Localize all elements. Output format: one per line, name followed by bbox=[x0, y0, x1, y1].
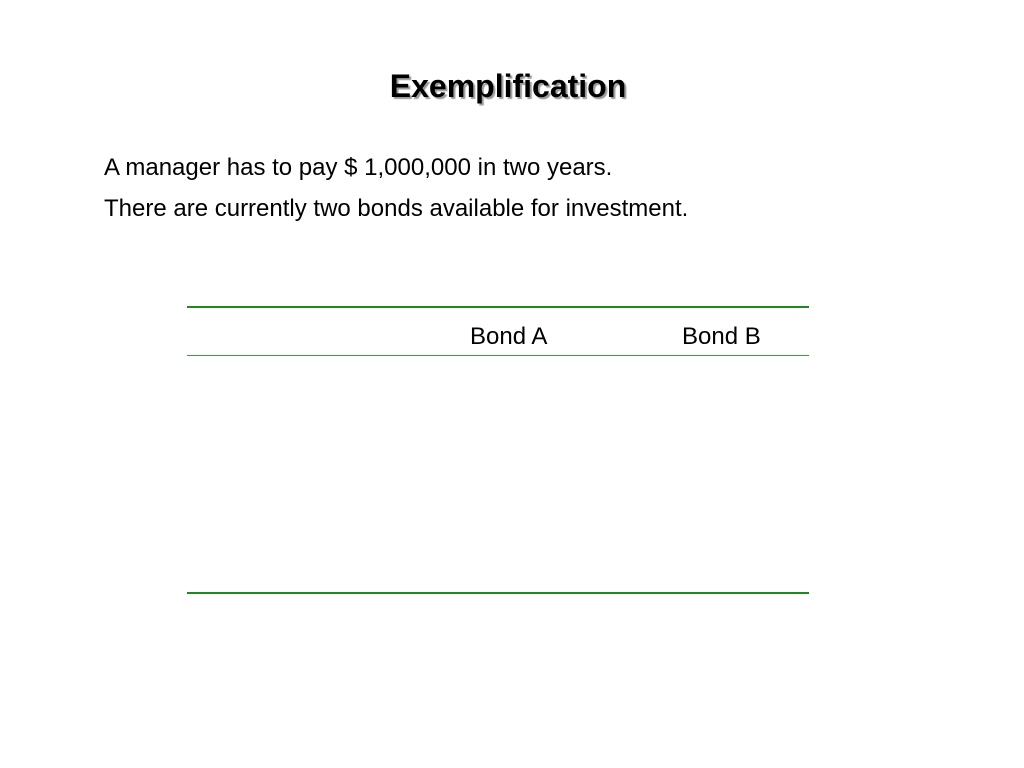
table-top-rule bbox=[187, 306, 809, 308]
body-text-line-2: There are currently two bonds available for investment. bbox=[104, 195, 689, 222]
table-header-rule bbox=[187, 355, 809, 356]
body-text-line-1: A manager has to pay $ 1,000,000 in two years. bbox=[104, 154, 613, 181]
slide-title: Exemplification bbox=[389, 68, 627, 104]
column-header-bond-b: Bond B bbox=[682, 323, 761, 350]
table-bottom-rule bbox=[187, 592, 809, 594]
column-header-bond-a: Bond A bbox=[470, 323, 548, 350]
